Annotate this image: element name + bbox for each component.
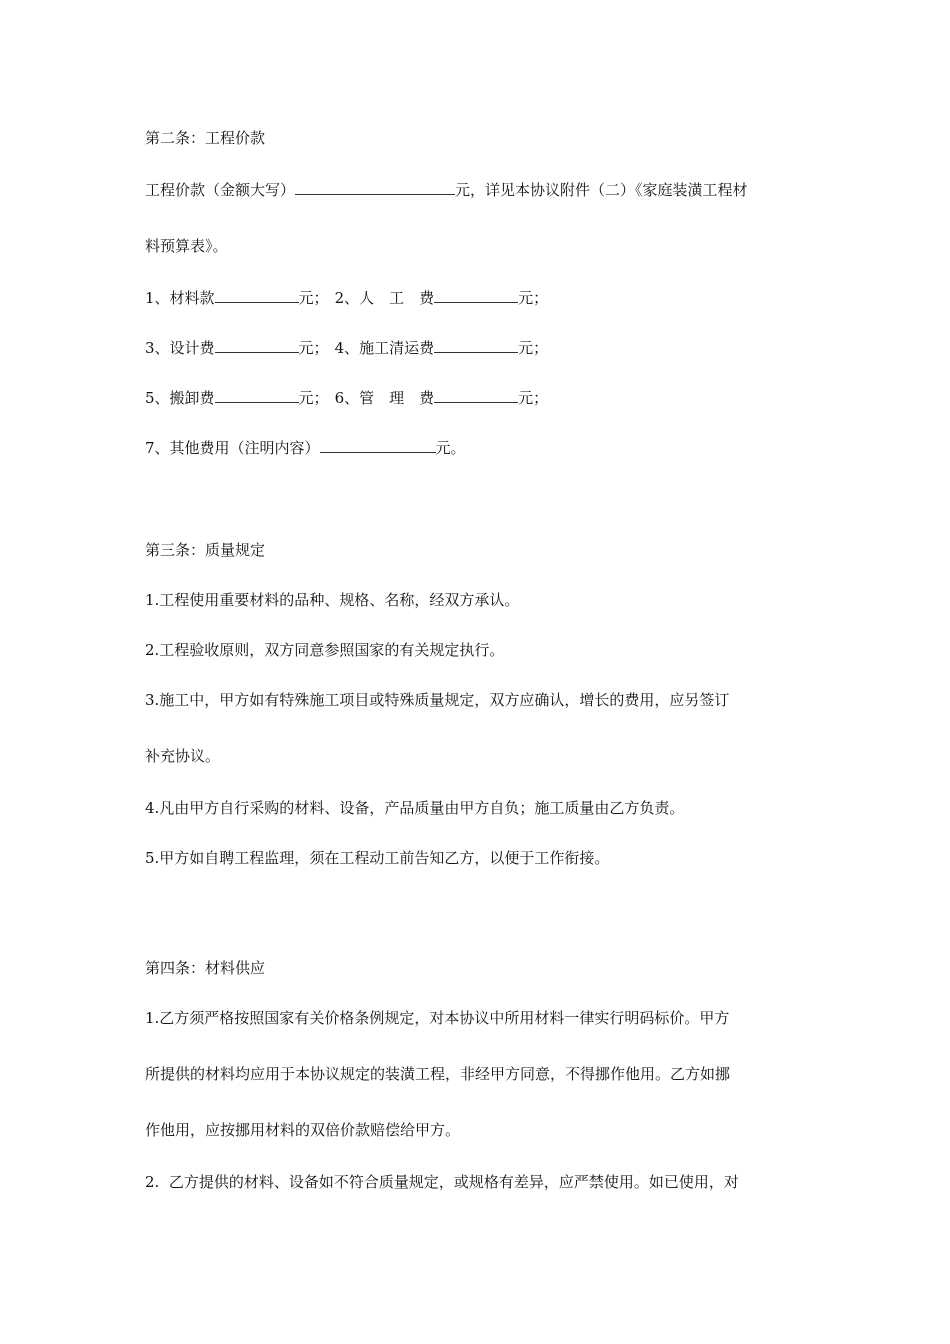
fee-blank[interactable] [215, 338, 299, 353]
section3-paragraph: 5.甲方如自聘工程监理，须在工程动工前告知乙方，以便于工作衔接。 [145, 849, 610, 867]
other-fee-unit: 元。 [435, 439, 466, 457]
section3-paragraph: 4.凡由甲方自行采购的材料、设备，产品质量由甲方自负；施工质量由乙方负责。 [145, 799, 685, 817]
fee-row [145, 288, 548, 308]
fee-blank[interactable] [215, 388, 299, 403]
section3-title: 第三条：质量规定 [145, 541, 266, 559]
fee-unit: 元； [518, 389, 549, 407]
fee-blank[interactable] [434, 338, 518, 353]
fee-blank[interactable] [215, 288, 299, 303]
fee-blank[interactable] [434, 288, 518, 303]
fee-row [145, 338, 548, 358]
fee-label: 4、施工清运费 [334, 339, 435, 357]
total-price-line [145, 180, 748, 200]
total-price-suffix: 元，详见本协议附件（二）《家庭装潢工程材 [455, 181, 748, 199]
fee-blank[interactable] [434, 388, 518, 403]
fee-unit: 元； [298, 339, 329, 357]
section2-title: 第二条：工程价款 [145, 129, 266, 147]
section3-paragraph: 1.工程使用重要材料的品种、规格、名称，经双方承认。 [145, 591, 520, 609]
other-fee-label: 7、其他费用（注明内容） [145, 439, 320, 457]
fee-label: 5、搬卸费 [145, 389, 215, 407]
fee-unit: 元； [518, 339, 549, 357]
total-price-label: 工程价款（金额大写） [145, 181, 296, 199]
fee-unit: 元； [298, 289, 329, 307]
section4-paragraph-cont: 所提供的材料均应用于本协议规定的装潢工程，非经甲方同意，不得挪作他用。乙方如挪 [145, 1065, 731, 1083]
section4-paragraph: 2. 乙方提供的材料、设备如不符合质量规定，或规格有差异，应严禁使用。如已使用，对 [145, 1173, 739, 1191]
fee-label: 2、人 工 费 [334, 289, 435, 307]
fee-label: 6、管 理 费 [334, 389, 435, 407]
section3-paragraph: 3.施工中，甲方如有特殊施工项目或特殊质量规定，双方应确认，增长的费用，应另签订 [145, 691, 730, 709]
other-fee-line [145, 438, 466, 458]
fee-label: 3、设计费 [145, 339, 215, 357]
section3-paragraph-cont: 补充协议。 [145, 747, 221, 765]
fee-unit: 元； [298, 389, 329, 407]
total-price-continued: 料预算表》。 [145, 237, 228, 255]
other-fee-blank[interactable] [320, 438, 436, 453]
section4-title: 第四条：材料供应 [145, 959, 266, 977]
fee-label: 1、材料款 [145, 289, 215, 307]
section3-paragraph: 2.工程验收原则，双方同意参照国家的有关规定执行。 [145, 641, 505, 659]
section4-paragraph-cont: 作他用，应按挪用材料的双倍价款赔偿给甲方。 [145, 1121, 461, 1139]
fee-row [145, 388, 548, 408]
section4-paragraph: 1.乙方须严格按照国家有关价格条例规定，对本协议中所用材料一律实行明码标价。甲方 [145, 1009, 730, 1027]
total-price-blank[interactable] [295, 180, 455, 195]
fee-unit: 元； [518, 289, 549, 307]
